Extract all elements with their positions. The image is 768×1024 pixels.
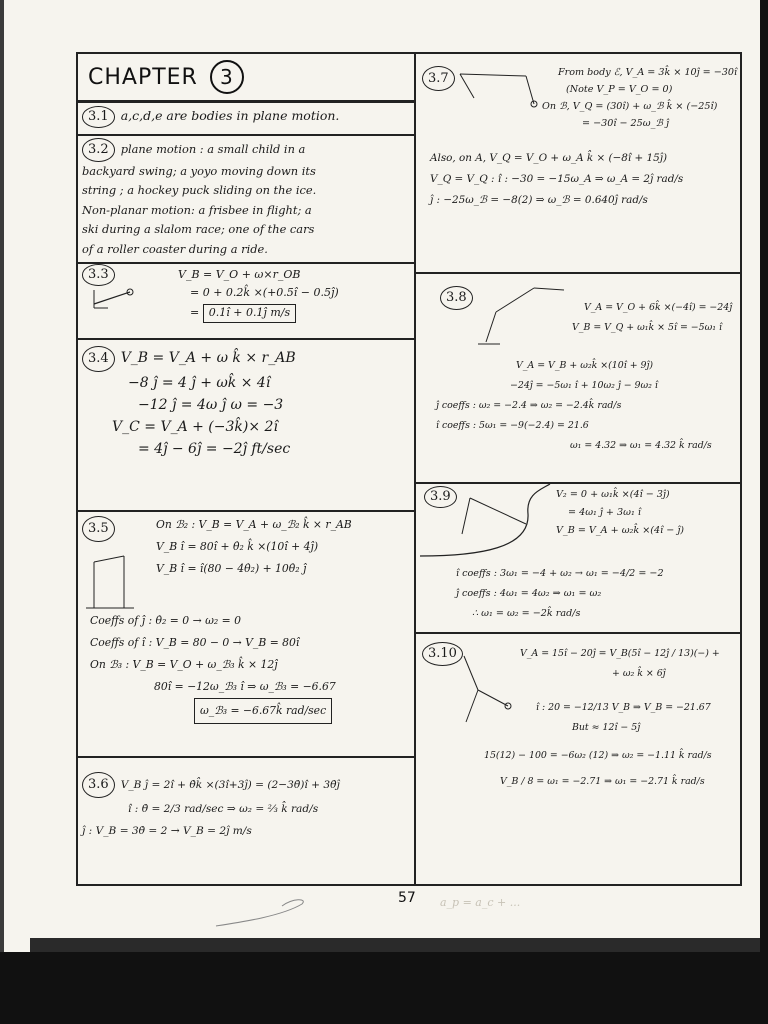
problem-3-4 xyxy=(82,346,412,460)
section-rule xyxy=(78,134,414,136)
disk-sketch-icon xyxy=(90,284,160,312)
mechanism-sketch-icon xyxy=(454,68,554,112)
answer-line: V_B î = î(80 − 4θ̇₂) + 10θ̇₂ ĵ xyxy=(156,562,307,575)
answer-line: V_B ĵ = 2î + θ̇k̂ ×(3î+3ĵ) = (2−3θ̇)î + 3θ̇ĵ xyxy=(120,779,340,791)
answer-line: = 0 + 0.2k̂ ×(+0.5î − 0.5ĵ) xyxy=(190,286,339,299)
problem-3-6 xyxy=(82,772,412,842)
section-rule xyxy=(416,272,740,274)
answer-line: = 4ω₁ ĵ + 3ω₁ î xyxy=(568,507,641,518)
linkage-region-sketch-icon xyxy=(420,484,554,558)
problem-number: 3.2 xyxy=(82,138,115,162)
answer-line: ω₁ = 4.32 ⇒ ω₁ = 4.32 k̂ rad/s xyxy=(570,440,712,451)
chapter-heading xyxy=(88,60,244,94)
answer-line: −8 ĵ = 4 ĵ + ωk̂ × 4î xyxy=(128,375,271,391)
answer-line: V_B = V_A + ω₂k̂ ×(4î − ĵ) xyxy=(556,525,685,536)
answer-line: V₂ = 0 + ω₁k̂ ×(4î − 3ĵ) xyxy=(556,489,670,500)
answer-line: V_B = V_Q + ω₁k̂ × 5î = −5ω₁ î xyxy=(572,322,722,333)
answer-line: î coeffs : 3ω₁ = −4 + ω₂ → ω₁ = −4/2 = −2 xyxy=(456,568,664,579)
section-rule xyxy=(416,632,740,634)
pencil-scribble-icon xyxy=(212,896,312,932)
answer-line: ĵ : V_B = 3θ̇ = 2 → V_B = 2ĵ m/s xyxy=(82,825,252,837)
column-divider xyxy=(414,52,416,886)
answer-line: (Note V_P = V_O = 0) xyxy=(566,84,673,95)
problem-number: 3.5 xyxy=(82,516,115,542)
problem-3-1 xyxy=(82,106,412,128)
problem-3-2 xyxy=(82,138,412,259)
answer-line: ĵ coeffs : 4ω₁ = 4ω₂ ⇒ ω₁ = ω₂ xyxy=(456,588,602,599)
boxed-answer: 0.1î + 0.1ĵ m/s xyxy=(203,304,296,323)
answer-line: From body ℰ, V_A = 3k̂ × 10ĵ = −30î xyxy=(558,67,738,78)
answer-line: V_A = V_B + ω₂k̂ ×(10î + 9ĵ) xyxy=(516,360,654,371)
answer-line: ∴ ω₁ = ω₂ = −2k̂ rad/s xyxy=(472,608,581,619)
boxed-answer: ω_ℬ₃ = −6.67k̂ rad/sec xyxy=(194,698,332,724)
answer-line: −12 ĵ = 4ω ĵ ω = −3 xyxy=(138,397,284,413)
answer-line: î : θ̇ = 2/3 rad/sec ⇒ ω₂ = ⅔ k̂ rad/s xyxy=(128,803,319,815)
page-number: 57 xyxy=(398,890,416,906)
answer-line: V_B = V_O + ω×r_OB xyxy=(178,268,301,281)
page-edge-shadow xyxy=(0,0,4,952)
answer-line: backyard swing; a yoyo moving down its xyxy=(82,163,316,178)
answer-line: plane motion : a small child in a xyxy=(120,142,306,156)
problem-text: a,c,d,e are bodies in plane motion. xyxy=(120,108,340,123)
answer-line: V_A = 15î − 20ĵ = V_B(5î − 12ĵ / 13)(−) + xyxy=(520,648,720,659)
slider-sketch-icon xyxy=(454,646,524,730)
section-rule xyxy=(78,510,414,512)
answer-line: î coeffs : 5ω₁ = −9(−2.4) = 21.6 xyxy=(436,420,589,431)
answer-line: Non-planar motion: a frisbee in flight; a xyxy=(82,202,312,217)
answer-line: On ℬ, V_Q = (30î) + ω_ℬ k̂ × (−25î) xyxy=(542,101,718,112)
problem-number: 3.6 xyxy=(82,772,115,798)
problem-number: 3.9 xyxy=(424,486,457,508)
answer-line: ski during a slalom race; one of the cars xyxy=(82,222,315,236)
answer-line: But ≈ 12î − 5ĵ xyxy=(572,722,641,733)
faint-pencil-note: a_p = a_c + ... xyxy=(440,896,521,909)
section-rule xyxy=(78,338,414,340)
chapter-number: 3 xyxy=(210,60,244,94)
answer-line: V_B / 8 = ω₁ = −2.71 ⇒ ω₁ = −2.71 k̂ rad/s xyxy=(500,776,705,787)
answer-line: 80î = −12ω_ℬ₃ î ⇒ ω_ℬ₃ = −6.67 xyxy=(154,680,336,693)
answer-line: ĵ : −25ω_ℬ = −8(2) ⇒ ω_ℬ = 0.640ĵ rad/s xyxy=(430,194,648,206)
answer-line: of a roller coaster during a ride. xyxy=(82,241,268,256)
answer-line: Also, on A, V_Q = V_O + ω_A k̂ × (−8î + 15ĵ) xyxy=(430,152,668,164)
answer-line: + ω₂ k̂ × 6ĵ xyxy=(612,668,666,679)
problem-number: 3.8 xyxy=(440,286,473,310)
answer-line: On ℬ₃ : V_B = V_O + ω_ℬ₃ k̂ × 12ĵ xyxy=(90,658,278,671)
answer-line: Coeffs of î : V_B = 80 − 0 → V_B = 80î xyxy=(90,636,300,649)
answer-line: 15(12) − 100 = −6ω₂ (12) ⇒ ω₂ = −1.11 k̂ rad/s xyxy=(484,750,712,761)
scan-shadow-band xyxy=(30,938,760,952)
problem-number: 3.4 xyxy=(82,346,115,372)
answer-line: Coeffs of ĵ : θ̇₂ = 0 → ω₂ = 0 xyxy=(90,614,241,627)
answer-line: V_A = V_O + 6k̂ ×(−4î) = −24ĵ xyxy=(584,302,733,313)
answer-line: = −30î − 25ω_ℬ ĵ xyxy=(582,118,669,129)
section-rule xyxy=(78,262,414,264)
problem-number: 3.1 xyxy=(82,106,115,128)
answer-line: V_C = V_A + (−3k̂)× 2î xyxy=(112,419,278,435)
chapter-label: CHAPTER xyxy=(88,65,198,90)
answer-line: string ; a hockey puck sliding on the ice. xyxy=(82,183,317,197)
answer-line: V_B = V_A + ω k̂ × r_AB xyxy=(120,350,296,366)
answer-line: î : 20 = −12/13 V_B ⇒ V_B = −21.67 xyxy=(536,702,711,713)
answer-line: −24ĵ = −5ω₁ î + 10ω₂ ĵ − 9ω₂ î xyxy=(510,380,658,391)
answer-line: On ℬ₂ : V_B = V_A + ω_ℬ₂ k̂ × r_AB xyxy=(156,518,352,531)
answer-line: ĵ coeffs : ω₂ = −2.4 ⇒ ω₂ = −2.4k̂ rad/s xyxy=(436,400,622,411)
section-rule xyxy=(78,756,414,758)
problem-number: 3.10 xyxy=(422,642,463,666)
problem-number: 3.7 xyxy=(422,66,455,91)
answer-line: V_Q = V_Q : î : −30 = −15ω_A ⇒ ω_A = 2ĵ rad/s xyxy=(430,173,684,185)
problem-number: 3.3 xyxy=(82,264,115,286)
heading-rule xyxy=(78,100,414,103)
linkage-sketch-icon xyxy=(84,542,154,612)
answer-line: V_B î = 80î + θ̇₂ k̂ ×(10î + 4ĵ) xyxy=(156,540,319,553)
answer-line: = 4ĵ − 6ĵ = −2ĵ ft/sec xyxy=(138,441,291,457)
